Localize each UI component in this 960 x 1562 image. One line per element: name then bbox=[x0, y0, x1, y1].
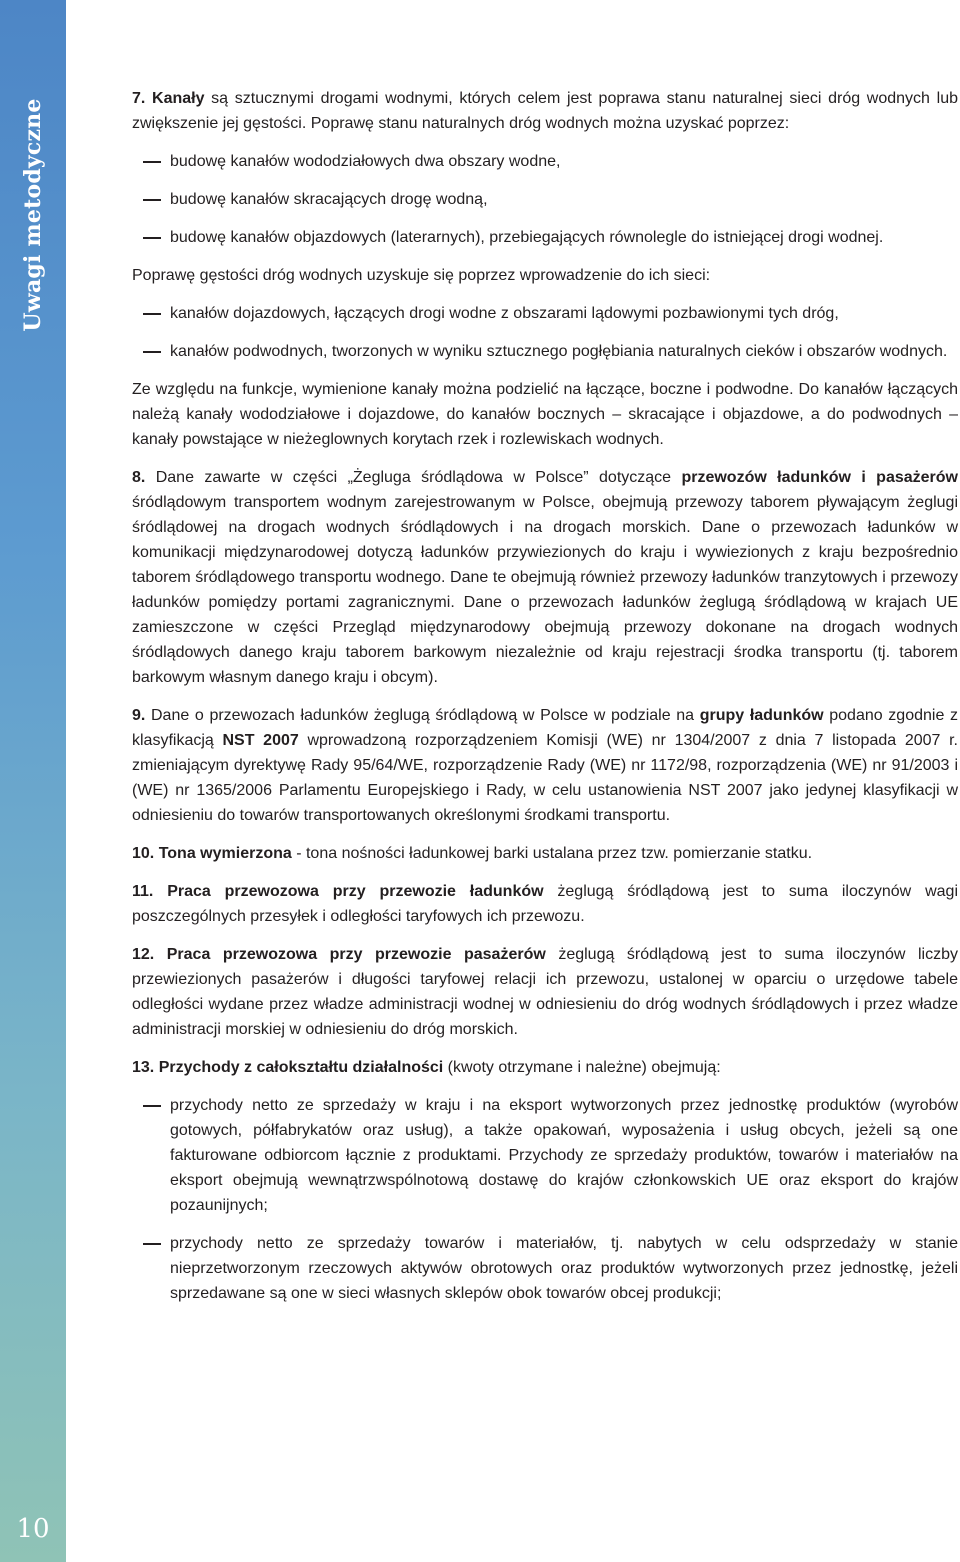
list-item: budowę kanałów skracających drogę wodną, bbox=[132, 187, 958, 212]
list-item: przychody netto ze sprzedaży w kraju i na eksport wytworzonych przez jednostkę produktów (wyrobów gotowych, półfabrykatów oraz usług), a także opakowań, wyposażenia i usług obcych, jeżeli są one fakturowane odbiorcom łącznie z produktami. Przychody ze sprzedaży produktów, towarów i materiałów na eksport obejmują wewnątrzwspólnotową dostawę do krajów członkowskich UE oraz eksport do krajów pozaunijnych; bbox=[132, 1093, 958, 1218]
section-7-list-2 bbox=[132, 301, 958, 364]
section-number: 8. bbox=[132, 469, 146, 486]
section-7-para-2: Poprawę gęstości dróg wodnych uzyskuje się poprzez wprowadzenie do ich sieci: bbox=[132, 267, 711, 284]
paragraph-text: Dane zawarte w części „Żegluga śródlądowa w Polsce” dotyczące bbox=[145, 469, 682, 486]
section-7-list-1 bbox=[132, 149, 958, 250]
paragraph-text: żeglugą śródlądową jest to suma iloczynów liczby przewiezionych pasażerów i długości taryfowej relacji ich przewozu, ustalonej w oparciu o urzędowe tabele odległości wydane przez władze administracji wodnej w odniesieniu do dróg wodnych śródlądowych i przez władze administracji morskiej w odniesieniu do dróg morskich. bbox=[132, 946, 958, 1038]
section-13 bbox=[132, 1055, 958, 1080]
section-12 bbox=[132, 942, 958, 1042]
paragraph-text: - tona nośności ładunkowej barki ustalana przez tzw. pomierzanie statku. bbox=[291, 845, 813, 862]
bold-term: NST 2007 bbox=[222, 732, 299, 749]
section-number: 10. bbox=[132, 845, 155, 862]
list-item: kanałów podwodnych, tworzonych w wyniku sztucznego pogłębiania naturalnych cieków i obszarów wodnych. bbox=[132, 339, 958, 364]
paragraph-text: podano zgodnie z klasyfikacją bbox=[132, 707, 959, 749]
paragraph-text: (kwoty otrzymane i należne) obejmują: bbox=[443, 1059, 721, 1076]
section-number: 12. bbox=[132, 946, 155, 963]
bold-term: Kanały bbox=[152, 90, 205, 107]
sidebar-title: Uwagi metodyczne bbox=[20, 98, 46, 332]
paragraph-text: żeglugą śródlądową jest to suma iloczynów wagi poszczególnych przesyłek i odległości taryfowych ich przewozu. bbox=[132, 883, 958, 925]
paragraph-text: są sztucznymi drogami wodnymi, których celem jest poprawa stanu naturalnej sieci dróg wodnych lub zwiększenie jej gęstości. Poprawę stanu naturalnych dróg wodnych można uzyskać poprzez: bbox=[132, 90, 958, 132]
section-11 bbox=[132, 879, 958, 929]
section-10 bbox=[132, 841, 958, 866]
section-number: 13. bbox=[132, 1059, 155, 1076]
section-8 bbox=[132, 465, 958, 690]
sidebar bbox=[0, 0, 66, 1562]
bold-term: grupy ładunków bbox=[699, 707, 824, 724]
section-number: 11. bbox=[132, 883, 154, 900]
section-number: 7. bbox=[132, 90, 146, 107]
document-body bbox=[132, 86, 958, 1319]
list-item: przychody netto ze sprzedaży towarów i materiałów, tj. nabytych w celu odsprzedaży w stanie nieprzetworzonym rzeczowych aktywów obrotowych oraz produktów wytworzonych przez jednostkę, jeżeli sprzedawane są one w sieci własnych sklepów obok towarów obcej produkcji; bbox=[132, 1231, 958, 1306]
paragraph-text: Dane o przewozach ładunków żeglugą śródlądową w Polsce w podziale na bbox=[145, 707, 700, 724]
list-item: kanałów dojazdowych, łączących drogi wodne z obszarami lądowymi pozbawionymi tych dróg, bbox=[132, 301, 958, 326]
page-number: 10 bbox=[16, 1514, 50, 1544]
paragraph-text: wprowadzoną rozporządzeniem Komisji (WE) nr 1304/2007 z dnia 7 listopada 2007 r. zmieniającym dyrektywę Rady 95/64/WE, rozporządzenie Rady (WE) nr 1172/98, rozporządzenia (WE) nr 91/2003 i (WE) nr 1365/2006 Parlamentu Europejskiego i Rady, w celu ustanowienia NST 2007 jako jedynej klasyfikacji w odniesieniu do towarów transportowanych określonymi środkami transportu. bbox=[132, 732, 959, 824]
section-7-para-3: Ze względu na funkcje, wymienione kanały można podzielić na łączące, boczne i podwodne. Do kanałów łączących należą kanały wododziałowe i dojazdowe, do kanałów bocznych – skracające i objazdowe, a do podwodnych – kanały powstające w nieżeglownych korytach rzek i rozlewiskach wodnych. bbox=[132, 381, 958, 448]
list-item: budowę kanałów objazdowych (laterarnych), przebiegających równolegle do istniejącej drogi wodnej. bbox=[132, 225, 958, 250]
list-item: budowę kanałów wododziałowych dwa obszary wodne, bbox=[132, 149, 958, 174]
section-9 bbox=[132, 703, 958, 828]
section-7-intro bbox=[132, 86, 958, 136]
bold-term: Praca przewozowa przy przewozie ładunków bbox=[153, 883, 544, 900]
bold-term: Przychody z całokształtu działalności bbox=[154, 1059, 444, 1076]
section-13-list bbox=[132, 1093, 958, 1306]
bold-term: Tona wymierzona bbox=[154, 845, 292, 862]
paragraph-text: śródlądowym transportem wodnym zarejestrowanym w Polsce, obejmują przewozy taborem pływającym żeglugi śródlądowej na drogach wodnych śródlądowych i na drogach morskich. Dane o przewozach ładunków w komunikacji międzynarodowej dotyczą ładunków przywiezionych do kraju i wywiezionych z kraju bezpośrednio taborem śródlądowego transportu wodnego. Dane te obejmują również przewozy ładunków tranzytowych i przewozy ładunków pomiędzy portami zagranicznymi. Dane o przewozach ładunków żeglugą śródlądową w krajach UE zamieszczone w części Przegląd międzynarodowy obejmują przewozy dokonane na drogach wodnych śródlądowych danego kraju taborem barkowym niezależnie od kraju rejestracji środka transportu (tj. taborem barkowym własnym danego kraju i obcym). bbox=[132, 494, 958, 686]
bold-term: Praca przewozowa przy przewozie pasażerów bbox=[154, 946, 546, 963]
bold-term: przewozów ładunków i pasażerów bbox=[681, 469, 958, 486]
section-number: 9. bbox=[132, 707, 146, 724]
